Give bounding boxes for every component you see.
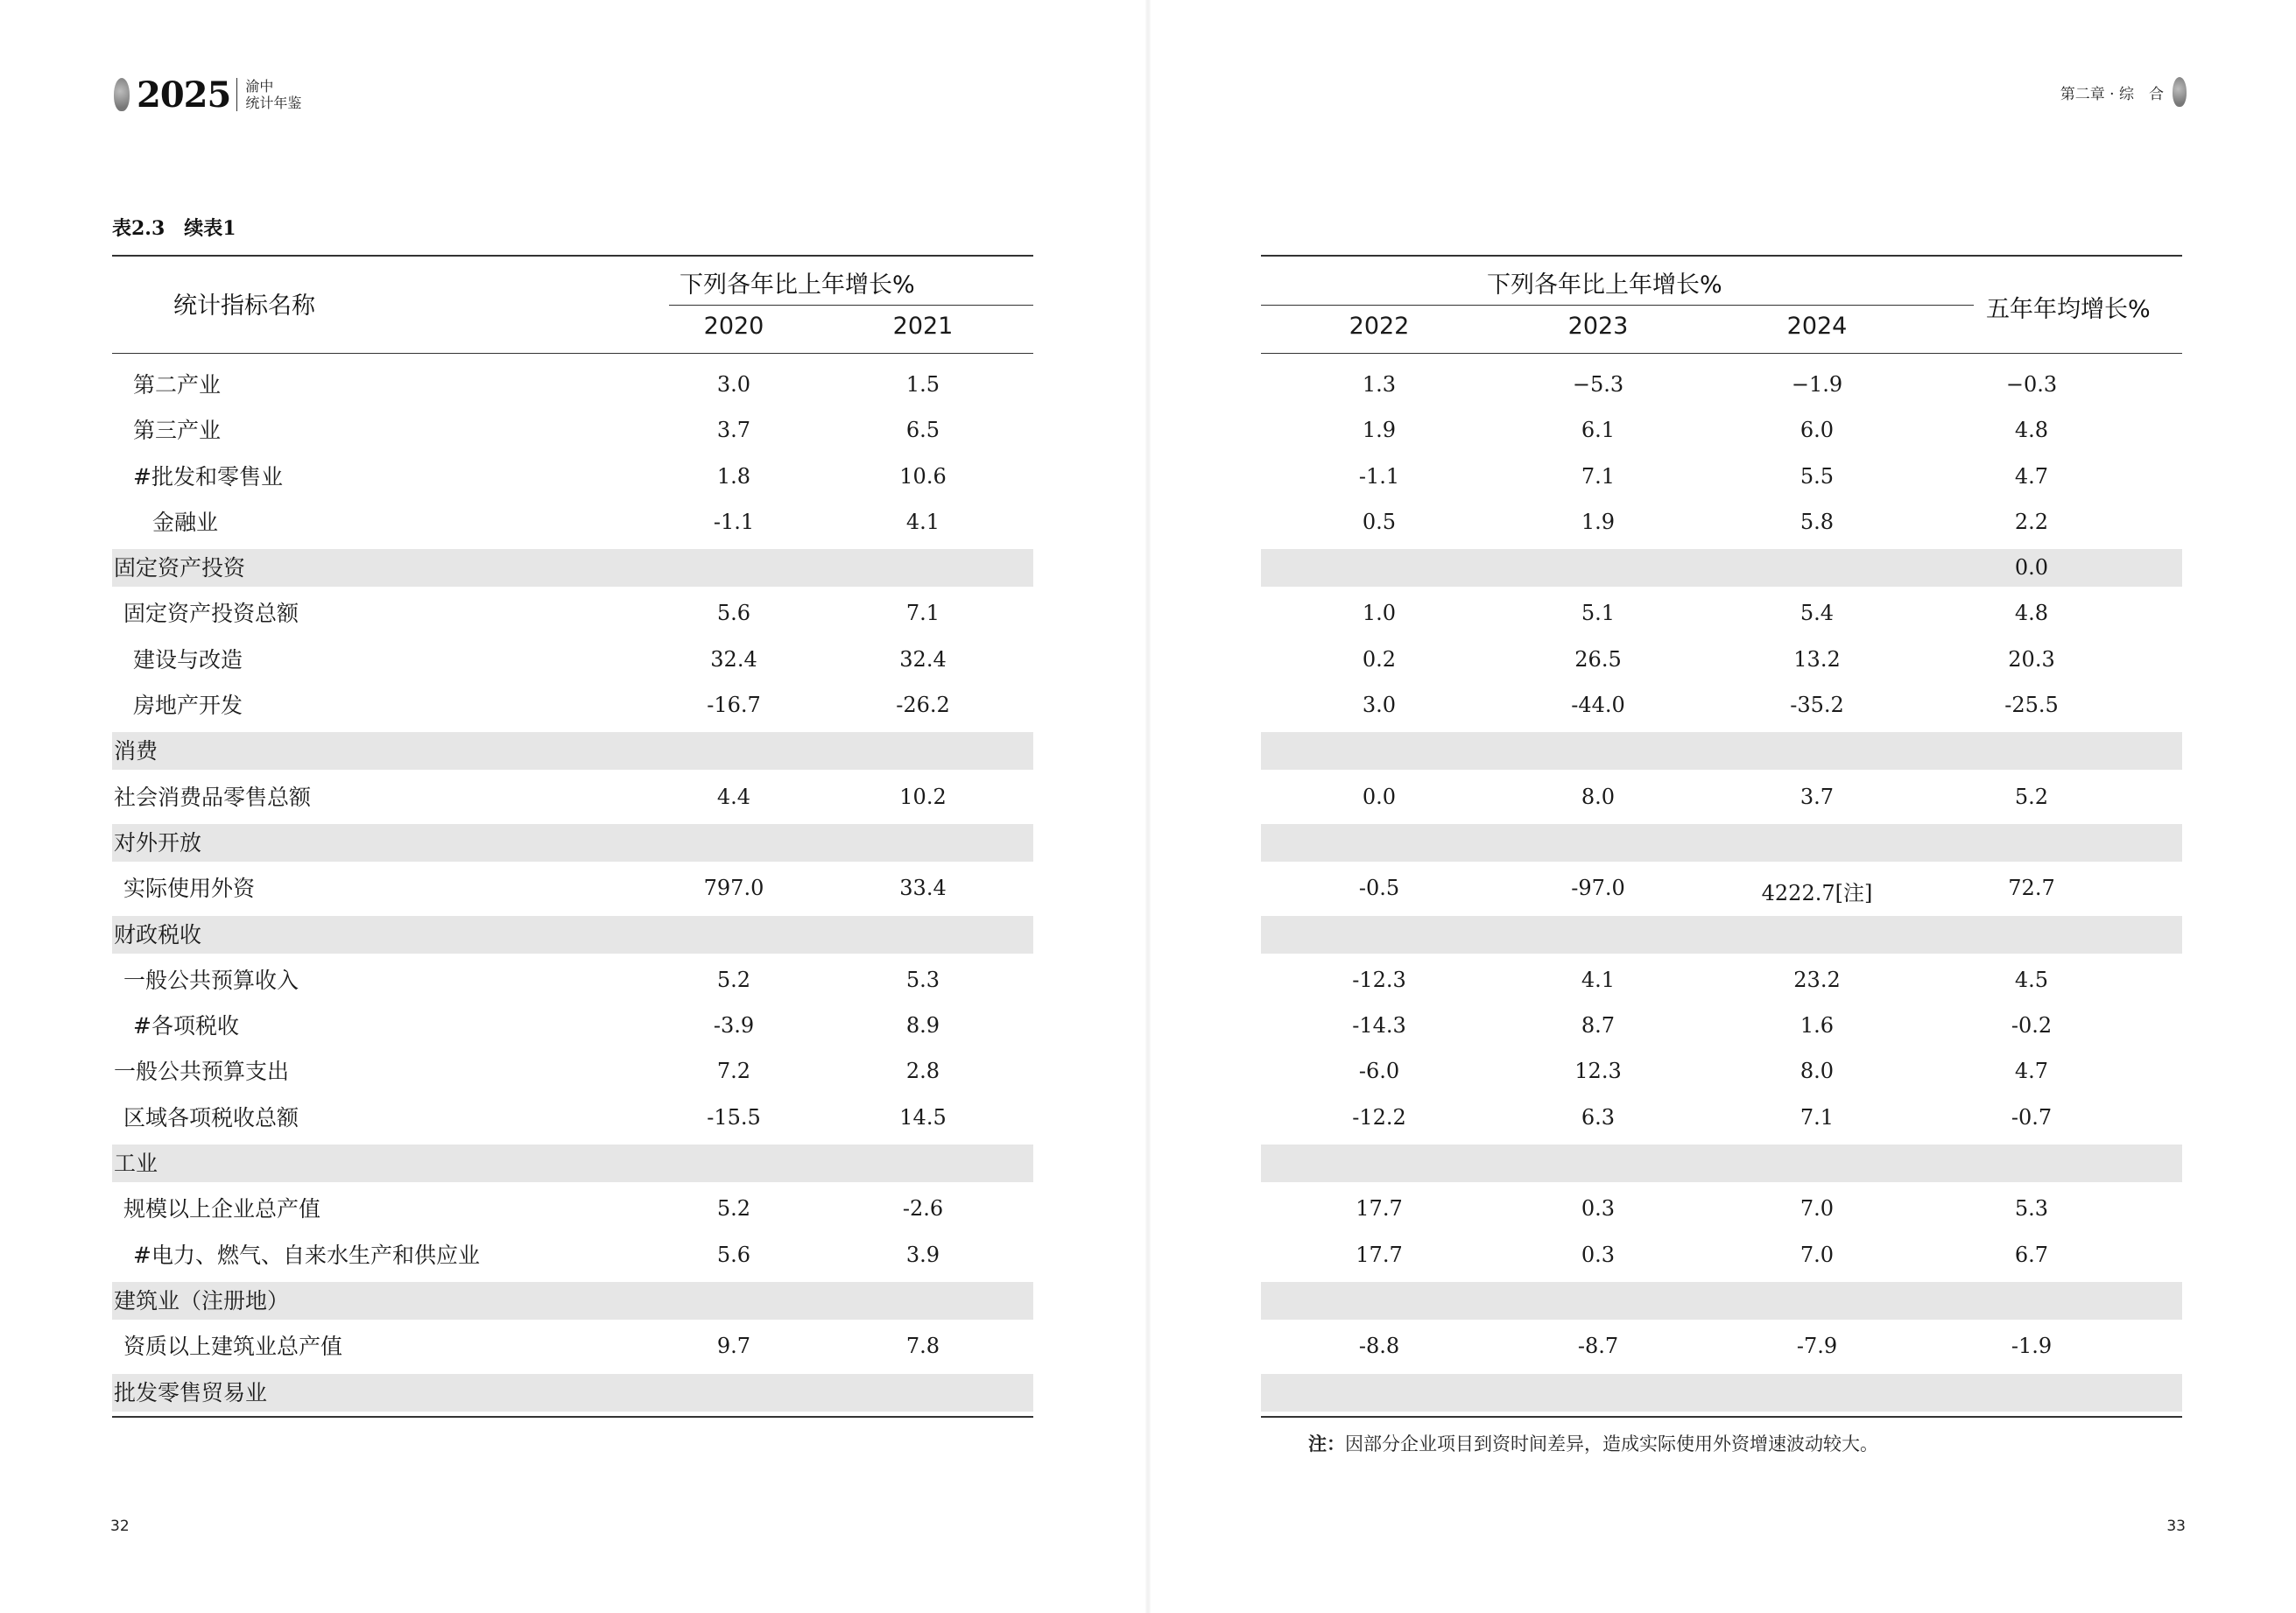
category-band — [1261, 824, 2182, 862]
footnote — [1308, 1430, 1878, 1456]
value-cell: -7.9 — [1796, 1334, 1838, 1359]
value-cell: 4222.7[注] — [1761, 881, 1873, 906]
value-cell: 4.1 — [1581, 967, 1616, 992]
value-cell: 6.3 — [1581, 1104, 1616, 1130]
table-row — [112, 1187, 1033, 1232]
table-row — [112, 1278, 1033, 1324]
value-cell: -1.1 — [1358, 463, 1400, 489]
table-row — [112, 500, 1033, 546]
indicator-label: 工业 — [114, 1151, 158, 1177]
value-cell: 7.8 — [905, 1334, 940, 1359]
table-row — [112, 637, 1033, 683]
value-cell: 26.5 — [1574, 646, 1622, 672]
value-cell: 9.7 — [716, 1334, 751, 1359]
leaf-emblem-icon — [114, 78, 130, 111]
average-cell: 2.2 — [2014, 509, 2049, 534]
value-cell: 10.6 — [899, 463, 947, 489]
value-cell: 33.4 — [899, 876, 947, 901]
value-cell: -3.9 — [713, 1013, 755, 1039]
chapter-header — [2060, 77, 2187, 107]
indicator-label: 固定资产投资 — [114, 555, 246, 581]
logo-title-line2: 统计年鉴 — [245, 95, 302, 111]
table-row — [112, 912, 1033, 958]
table-row — [1261, 775, 2182, 821]
logo-title-line1: 渝中 — [245, 78, 274, 95]
table-row — [1261, 454, 2182, 500]
value-cell: 23.2 — [1793, 967, 1841, 992]
logo-title — [245, 78, 301, 111]
table-row — [112, 1095, 1033, 1141]
growth-group-header: 下列各年比上年增长% — [1487, 271, 1722, 299]
average-cell: 4.8 — [2014, 418, 2049, 443]
table-row — [1261, 546, 2182, 591]
value-cell: 8.7 — [1581, 1013, 1616, 1039]
value-cell: 14.5 — [899, 1104, 947, 1130]
category-band — [1261, 916, 2182, 954]
table-row — [112, 408, 1033, 454]
value-cell: 5.5 — [1799, 463, 1835, 489]
table-row — [112, 546, 1033, 591]
category-band — [112, 549, 1033, 587]
table-row — [1261, 958, 2182, 1004]
average-cell: -1.9 — [2011, 1334, 2053, 1359]
page-number-left: 32 — [110, 1518, 130, 1535]
average-cell: 5.2 — [2014, 784, 2049, 809]
average-cell: 4.7 — [2014, 463, 2049, 489]
table-row — [1261, 683, 2182, 729]
indicator-label: 资质以上建筑业总产值 — [123, 1334, 343, 1360]
value-cell: 5.6 — [716, 601, 751, 626]
category-band — [112, 916, 1033, 954]
table-right-header — [1261, 257, 2182, 354]
indicator-label: 金融业 — [152, 509, 219, 535]
table-row — [1261, 1370, 2182, 1416]
indicator-label: 一般公共预算收入 — [123, 967, 299, 993]
table-row — [1261, 1278, 2182, 1324]
value-cell: 7.1 — [905, 601, 940, 626]
value-cell: 5.1 — [1581, 601, 1616, 626]
table-row — [112, 821, 1033, 866]
value-cell: -44.0 — [1571, 693, 1625, 718]
average-cell: -25.5 — [2004, 693, 2059, 718]
value-cell: 1.6 — [1799, 1013, 1835, 1039]
indicator-label: 固定资产投资总额 — [123, 601, 299, 627]
table-row — [1261, 408, 2182, 454]
value-cell: -35.2 — [1790, 693, 1844, 718]
indicator-name-header: 统计指标名称 — [173, 292, 315, 320]
table-row — [1261, 821, 2182, 866]
category-band — [1261, 1374, 2182, 1412]
indicator-label: 一般公共预算支出 — [114, 1059, 290, 1085]
indicator-label: 批发零售贸易业 — [114, 1379, 268, 1405]
value-cell: 3.0 — [1362, 693, 1397, 718]
value-cell: 1.9 — [1362, 418, 1397, 443]
book-spine — [1145, 0, 1151, 1613]
value-cell: 3.0 — [716, 372, 751, 397]
value-cell: 1.3 — [1362, 372, 1397, 397]
page-number-right: 33 — [2166, 1518, 2186, 1535]
value-cell: 5.4 — [1799, 601, 1835, 626]
table-row — [1261, 363, 2182, 408]
chapter-title: 第二章 · 综 合 — [2060, 85, 2164, 103]
value-cell: 8.9 — [905, 1013, 940, 1039]
value-cell: 3.7 — [1799, 784, 1835, 809]
indicator-label: #电力、燃气、自来水生产和供应业 — [133, 1242, 480, 1268]
table-row — [1261, 912, 2182, 958]
value-cell: 32.4 — [899, 646, 947, 672]
yearbook-logo — [114, 72, 301, 117]
footnote-prefix: 注： — [1308, 1433, 1345, 1455]
average-cell: 20.3 — [2008, 646, 2055, 672]
value-cell: 13.2 — [1793, 646, 1841, 672]
value-cell: 3.9 — [905, 1242, 940, 1267]
indicator-label: 区域各项税收总额 — [123, 1104, 299, 1131]
category-band — [112, 1145, 1033, 1182]
value-cell: 4.4 — [716, 784, 751, 809]
value-cell: 4.1 — [905, 509, 940, 534]
value-cell: 7.1 — [1581, 463, 1616, 489]
value-cell: 7.1 — [1799, 1104, 1835, 1130]
table-right-body — [1261, 354, 2182, 1418]
indicator-label: 消费 — [114, 738, 158, 764]
value-cell: 10.2 — [899, 784, 947, 809]
table-row — [112, 1370, 1033, 1416]
table-row — [112, 958, 1033, 1004]
indicator-label: 实际使用外资 — [123, 876, 256, 902]
indicator-label: #批发和零售业 — [133, 463, 283, 490]
category-band — [1261, 732, 2182, 770]
growth-group-header: 下列各年比上年增长% — [680, 271, 915, 299]
table-row — [1261, 1187, 2182, 1232]
table-row — [1261, 591, 2182, 637]
value-cell: 6.0 — [1799, 418, 1835, 443]
table-row — [112, 775, 1033, 821]
value-cell: -8.8 — [1358, 1334, 1400, 1359]
value-cell: -15.5 — [707, 1104, 761, 1130]
logo-divider — [236, 78, 237, 111]
indicator-label: 第二产业 — [133, 372, 222, 398]
table-left-header — [112, 257, 1033, 354]
category-band — [112, 824, 1033, 862]
value-cell: 5.6 — [716, 1242, 751, 1267]
table-row — [1261, 1049, 2182, 1095]
value-cell: -0.5 — [1358, 876, 1400, 901]
indicator-label: 财政税收 — [114, 921, 202, 947]
value-cell: 7.2 — [716, 1059, 751, 1084]
value-cell: 7.0 — [1799, 1242, 1835, 1267]
table-row — [112, 1324, 1033, 1370]
indicator-label: 规模以上企业总产值 — [123, 1196, 321, 1222]
indicator-label: 社会消费品零售总额 — [114, 784, 312, 810]
value-cell: 0.3 — [1581, 1242, 1616, 1267]
value-cell: 17.7 — [1356, 1242, 1403, 1267]
average-cell: -0.2 — [2011, 1013, 2053, 1039]
table-row — [112, 454, 1033, 500]
value-cell: 32.4 — [710, 646, 757, 672]
value-cell: 5.3 — [905, 967, 940, 992]
table-row — [112, 1233, 1033, 1278]
value-cell: 6.1 — [1581, 418, 1616, 443]
table-row — [112, 591, 1033, 637]
value-cell: -16.7 — [707, 693, 761, 718]
table-row — [1261, 1141, 2182, 1187]
table-left-body — [112, 354, 1033, 1418]
average-cell: 6.7 — [2014, 1242, 2049, 1267]
value-cell: 3.7 — [716, 418, 751, 443]
value-cell: 1.0 — [1362, 601, 1397, 626]
value-cell: 7.0 — [1799, 1196, 1835, 1222]
average-cell: −0.3 — [2005, 372, 2058, 397]
year-header-2022: 2022 — [1349, 313, 1410, 340]
value-cell: 6.5 — [905, 418, 940, 443]
value-cell: −5.3 — [1572, 372, 1624, 397]
value-cell: 8.0 — [1581, 784, 1616, 809]
indicator-label: 房地产开发 — [133, 693, 243, 719]
value-cell: 797.0 — [703, 876, 764, 901]
value-cell: -6.0 — [1358, 1059, 1400, 1084]
value-cell: 1.5 — [905, 372, 940, 397]
table-row — [1261, 637, 2182, 683]
value-cell: 0.0 — [1362, 784, 1397, 809]
value-cell: -14.3 — [1352, 1013, 1406, 1039]
table-row — [112, 683, 1033, 729]
average-cell: 4.5 — [2014, 967, 2049, 992]
value-cell: 8.0 — [1799, 1059, 1835, 1084]
table-row — [1261, 500, 2182, 546]
footnote-text: 因部分企业项目到资时间差异，造成实际使用外资增速波动较大。 — [1345, 1433, 1878, 1455]
table-row — [1261, 1324, 2182, 1370]
table-row — [112, 363, 1033, 408]
value-cell: 1.8 — [716, 463, 751, 489]
indicator-label: 第三产业 — [133, 418, 222, 444]
table-row — [1261, 1095, 2182, 1141]
value-cell: 0.5 — [1362, 509, 1397, 534]
value-cell: -1.1 — [713, 509, 755, 534]
indicator-label: 建筑业（注册地） — [114, 1287, 290, 1314]
table-row — [112, 866, 1033, 912]
value-cell: 5.8 — [1799, 509, 1835, 534]
value-cell: -12.3 — [1352, 967, 1406, 992]
table-row — [112, 1049, 1033, 1095]
value-cell: 17.7 — [1356, 1196, 1403, 1222]
table-row — [1261, 729, 2182, 774]
indicator-label: #各项税收 — [133, 1013, 239, 1039]
category-band — [112, 732, 1033, 770]
indicator-label: 对外开放 — [114, 829, 202, 856]
value-cell: 5.2 — [716, 1196, 751, 1222]
table-row — [112, 1141, 1033, 1187]
table-row — [1261, 1004, 2182, 1049]
value-cell: 0.3 — [1581, 1196, 1616, 1222]
table-row — [1261, 866, 2182, 912]
average-cell: 5.3 — [2014, 1196, 2049, 1222]
value-cell: 12.3 — [1574, 1059, 1622, 1084]
value-cell: -26.2 — [896, 693, 950, 718]
year-header-2023: 2023 — [1567, 313, 1629, 340]
year-header-2020: 2020 — [703, 313, 764, 340]
table-right — [1261, 255, 2182, 1418]
average-cell: 4.7 — [2014, 1059, 2049, 1084]
table-row — [112, 729, 1033, 774]
logo-year: 2025 — [137, 74, 231, 116]
average-cell: 72.7 — [2008, 876, 2055, 901]
category-band — [1261, 1282, 2182, 1320]
table-caption: 表2.3 续表1 — [112, 217, 236, 240]
value-cell: -2.6 — [902, 1196, 944, 1222]
value-cell: 2.8 — [905, 1059, 940, 1084]
table-row — [1261, 1233, 2182, 1278]
value-cell: −1.9 — [1791, 372, 1843, 397]
value-cell: -8.7 — [1577, 1334, 1619, 1359]
category-band — [1261, 1145, 2182, 1182]
five-year-average-header: 五年年均增长% — [1986, 296, 2151, 323]
year-header-2024: 2024 — [1786, 313, 1848, 340]
value-cell: 0.2 — [1362, 646, 1397, 672]
table-left — [112, 255, 1033, 1418]
table-row — [112, 1004, 1033, 1049]
value-cell: 1.9 — [1581, 509, 1616, 534]
average-cell: 0.0 — [2014, 555, 2049, 581]
value-cell: -12.2 — [1352, 1104, 1406, 1130]
leaf-emblem-icon — [2173, 77, 2187, 107]
indicator-label: 建设与改造 — [133, 646, 243, 673]
year-header-2021: 2021 — [892, 313, 954, 340]
average-cell: -0.7 — [2011, 1104, 2053, 1130]
average-cell: 4.8 — [2014, 601, 2049, 626]
value-cell: -97.0 — [1571, 876, 1625, 901]
value-cell: 5.2 — [716, 967, 751, 992]
